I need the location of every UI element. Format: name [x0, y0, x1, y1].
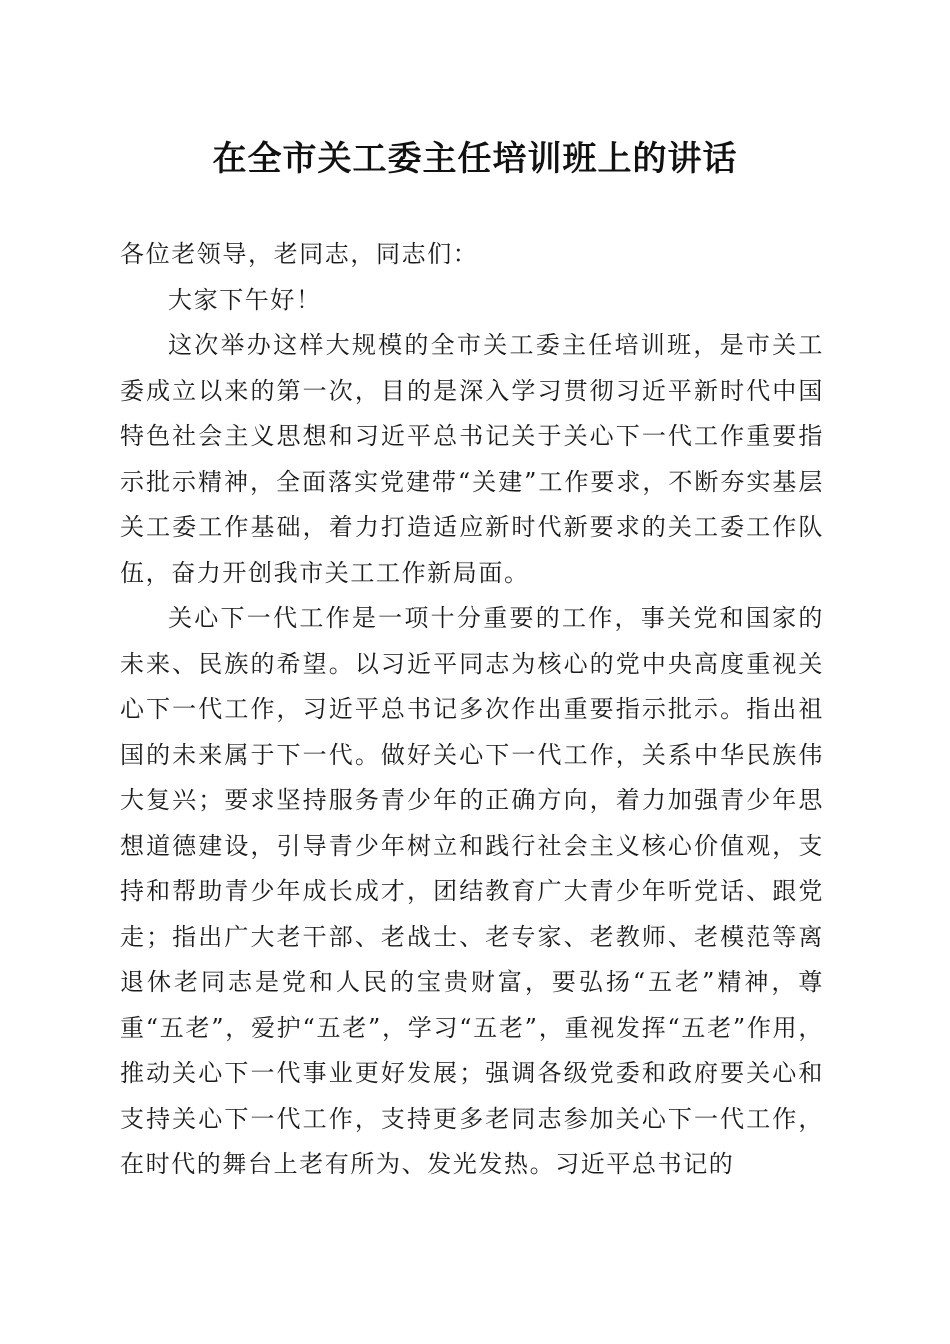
- document-title: 在全市关工委主任培训班上的讲话: [212, 139, 738, 179]
- paragraph-purpose: 这次举办这样大规模的全市关工委主任培训班，是市关工委成立以来的第一次，目的是深入学习贯彻习近平新时代中国特色社会主义思想和习近平总书记关于关心下一代工作重要指示批示精神，全面落实党建带“关建”工作要求，不断夯实基层关工委工作基础，着力打造适应新时代新要求的关工委工作队伍，奋力开创我市关工工作新局面。: [120, 331, 824, 587]
- salutation: 各位老领导，老同志，同志们：: [120, 240, 479, 268]
- paragraph-greeting: 大家下午好！: [168, 285, 322, 314]
- document-body: [120, 232, 824, 1188]
- paragraph-importance: 关心下一代工作是一项十分重要的工作，事关党和国家的未来、民族的希望。以习近平同志为核心的党中央高度重视关心下一代工作，习近平总书记多次作出重要指示批示。指出祖国的未来属于下一代。做好关心下一代工作，关系中华民族伟大复兴；要求坚持服务青少年的正确方向，着力加强青少年思想道德建设，引导青少年树立和践行社会主义核心价值观，支持和帮助青少年成长成才，团结教育广大青少年听党话、跟党走；指出广大老干部、老战士、老专家、老教师、老模范等离退休老同志是党和人民的宝贵财富，要弘扬“五老”精神，尊重“五老”，爱护“五老”，学习“五老”，重视发挥“五老”作用，推动关心下一代事业更好发展；强调各级党委和政府要关心和支持关心下一代工作，支持更多老同志参加关心下一代工作，在时代的舞台上老有所为、发光发热。习近平总书记的: [120, 604, 824, 1178]
